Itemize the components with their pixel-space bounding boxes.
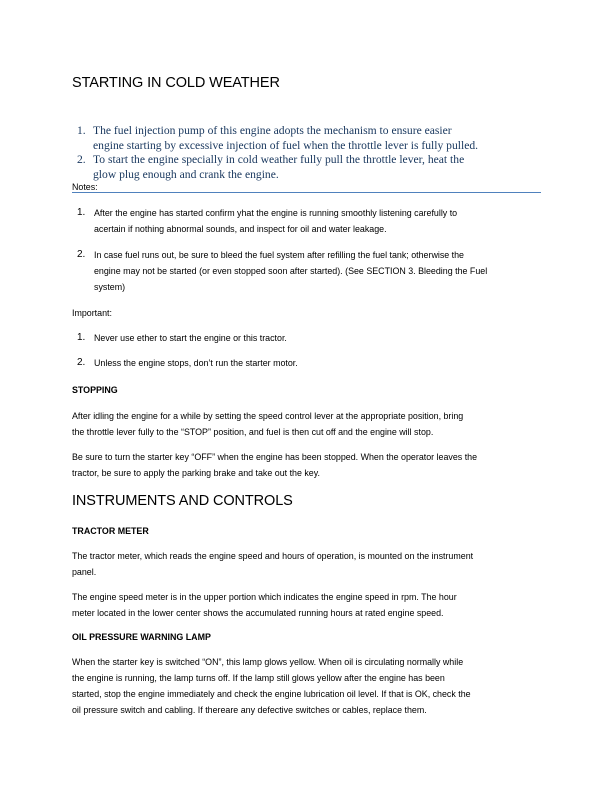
list-number: 2. (77, 153, 86, 166)
text-line: After idling the engine for a while by setting the speed control lever at the appropriate position, bring (72, 411, 464, 421)
section-title-starting-cold-weather: STARTING IN COLD WEATHER (72, 75, 280, 91)
oil-lamp-paragraph (72, 654, 471, 718)
horizontal-divider (72, 192, 541, 193)
text-line: The tractor meter, which reads the engine speed and hours of operation, is mounted on the instrument (72, 551, 474, 561)
list-number: 2. (77, 249, 86, 260)
tractor-meter-paragraph-2 (72, 589, 457, 621)
tractor-meter-heading: TRACTOR METER (72, 526, 149, 536)
text-line: the engine is running, the lamp turns off. If the lamp still glows yellow after the engine has been (72, 673, 445, 683)
list-line: After the engine has started confirm yhat the engine is running smoothly listening carefully to (94, 208, 458, 218)
list-number: 1. (77, 124, 86, 137)
section-title-instruments-controls: INSTRUMENTS AND CONTROLS (72, 493, 293, 509)
text-line: the throttle lever fully to the “STOP” position, and fuel is then cut off and the engine will stop. (72, 427, 434, 437)
list-text: Unless the engine stops, don’t run the starter motor. (94, 358, 298, 368)
list-line: To start the engine specially in cold weather fully pull the throttle lever, heat the (93, 153, 465, 166)
text-line: Be sure to turn the starter key “OFF” when the engine has been stopped. When the operator leaves the (72, 452, 478, 462)
list-item (77, 330, 287, 346)
notes-label: Notes: (72, 182, 98, 192)
list-text: Never use ether to start the engine or this tractor. (94, 333, 287, 343)
list-line: system) (94, 282, 126, 292)
list-line: engine starting by excessive injection of fuel when the throttle lever is fully pulled. (93, 138, 479, 152)
list-line: In case fuel runs out, be sure to bleed the fuel system after refilling the fuel tank; otherwise the (94, 250, 464, 260)
list-line: glow plug enough and crank the engine. (93, 167, 279, 181)
text-line: panel. (72, 567, 97, 577)
list-line: The fuel injection pump of this engine adopts the mechanism to ensure easier (93, 124, 452, 137)
list-line: acertain if nothing abnormal sounds, and inspect for oil and water leakage. (94, 224, 387, 234)
list-item (77, 355, 298, 371)
text-line: started, stop the engine immediately and check the engine lubrication oil level. If that is OK, check the (72, 689, 471, 699)
list-number: 2. (77, 357, 86, 368)
stopping-paragraph-2 (72, 449, 477, 481)
text-line: meter located in the lower center shows the accumulated running hours at rated engine speed. (72, 608, 444, 618)
list-number: 1. (77, 332, 86, 343)
text-line: The engine speed meter is in the upper portion which indicates the engine speed in rpm. The hour (72, 592, 457, 602)
text-line: oil pressure switch and cabling. If thereare any defective switches or cables, replace them. (72, 705, 427, 715)
stopping-heading: STOPPING (72, 385, 118, 395)
tractor-meter-paragraph-1 (72, 548, 473, 580)
list-number: 1. (77, 207, 86, 218)
text-line: When the starter key is switched “ON”, this lamp glows yellow. When oil is circulating normally while (72, 657, 464, 667)
list-item (77, 124, 478, 153)
list-item (77, 247, 487, 295)
list-line: engine may not be started (or even stopped soon after started). (See SECTION 3. Bleeding the Fuel (94, 266, 488, 276)
important-label: Important: (72, 308, 112, 318)
list-item (77, 205, 457, 237)
oil-lamp-heading: OIL PRESSURE WARNING LAMP (72, 632, 211, 642)
text-line: tractor, be sure to apply the parking brake and take out the key. (72, 468, 320, 478)
cold-weather-list (77, 124, 478, 182)
list-item (77, 153, 478, 182)
stopping-paragraph-1 (72, 408, 463, 440)
